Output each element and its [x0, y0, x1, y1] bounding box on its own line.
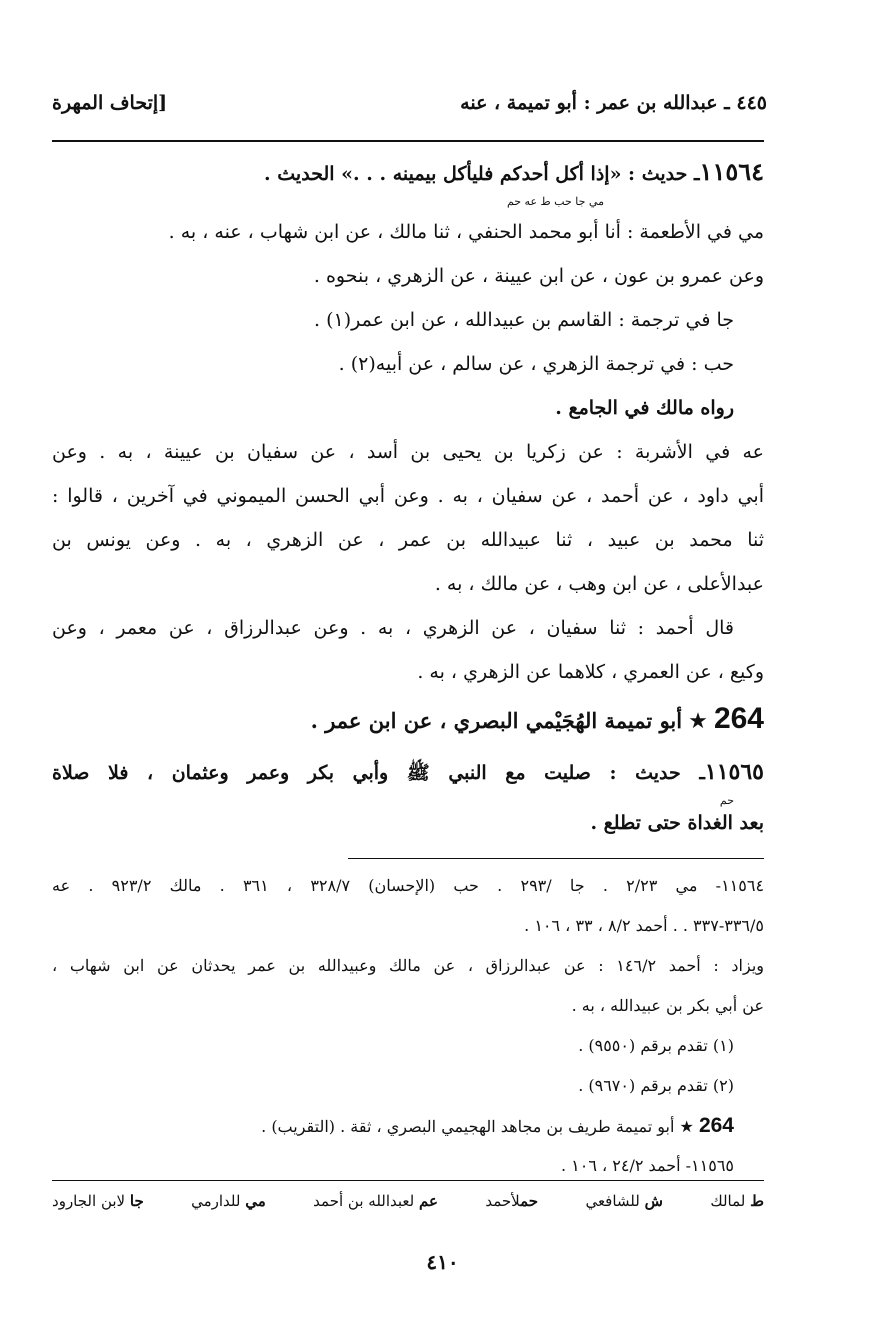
- narrator-note-text: أبو تميمة طريف بن مجاهد الهجيمي البصري ، ثقة . (التقريب) .: [261, 1117, 675, 1136]
- legend-meaning: للشافعي: [585, 1192, 640, 1210]
- main-text: [52, 150, 764, 838]
- footnotes: [52, 866, 764, 1186]
- star-icon: ★: [679, 1117, 694, 1136]
- legend-item: [710, 1192, 764, 1228]
- footnote-text: ويزاد : أحمد ١٤٦/٢ : عن عبدالرزاق ، عن مالك وعبيدالله بن عمر يحدثان عن ابن شهاب ،: [52, 956, 764, 975]
- hadith-11564-heading: [52, 150, 764, 194]
- legend-abbr: مي: [245, 1192, 266, 1210]
- hadith-title: ـ حديث : صليت مع النبي ﷺ وأبي بكر وعمر وعثمان ، فلا صلاة: [52, 762, 705, 784]
- footnote-line: [52, 1066, 764, 1106]
- text-line: [52, 650, 764, 694]
- legend-abbr: حم: [520, 1192, 539, 1210]
- legend-item: [485, 1192, 538, 1228]
- legend-item: [191, 1192, 266, 1228]
- legend-abbr: ط: [750, 1192, 764, 1210]
- legend-meaning: لمالك: [710, 1192, 746, 1210]
- footnote-text: ١١٥٦٤- مي ٢/٢٣ . جا /٢٩٣ . حب (الإحسان) ٣٢٨/٧ ، ٣٦١ . مالك ٩٢٣/٢ . عه: [52, 876, 765, 895]
- text-line-content: مي في الأطعمة : أنا أبو محمد الحنفي ، ثنا مالك ، عن ابن شهاب ، عنه ، به .: [168, 221, 764, 243]
- running-title: ٤٤٥ ـ عبدالله بن عمر : أبو تميمة ، عنه: [460, 92, 767, 114]
- text-line-content: جا في ترجمة : القاسم بن عبيدالله ، عن ابن عمر(١) .: [314, 309, 734, 331]
- hadith-number: ١١٥٦٤: [699, 157, 764, 186]
- narrator-name: أبو تميمة الهُجَيْمي البصري ، عن ابن عمر .: [310, 708, 683, 733]
- text-line-content: وعن عمرو بن عون ، عن ابن عيينة ، عن الزهري ، بنحوه .: [313, 265, 764, 287]
- footnote-line: [52, 1026, 764, 1066]
- footnote-line: [52, 986, 764, 1026]
- text-line: [52, 342, 764, 386]
- page-header: [52, 92, 767, 124]
- footnote-narrator-line: [52, 1106, 764, 1146]
- hadith-title: ـ حديث : «إذا أكل أحدكم فليأكل بيمينه . . .» الحديث .: [264, 163, 700, 185]
- footnote-text: (٢) تقدم برقم (٩٦٧٠) .: [578, 1076, 734, 1095]
- book-title: [إتحاف المهرة: [52, 92, 168, 114]
- text-line-content: وكيع ، عن العمري ، كلاهما عن الزهري ، به .: [417, 661, 764, 683]
- star-icon: ★: [688, 709, 708, 734]
- narrator-note-number: 264: [698, 1114, 734, 1137]
- hadith-number: ١١٥٦٥: [704, 759, 764, 785]
- legend-rule: [52, 1180, 764, 1181]
- hadith-title-line2: بعد الغداة حتى تطلع .: [590, 812, 764, 834]
- legend-item: [313, 1192, 438, 1228]
- text-line: [52, 210, 764, 254]
- text-line-content: حب : في ترجمة الزهري ، عن سالم ، عن أبيه(٢) .: [338, 353, 734, 375]
- footnotes-rule: [348, 858, 764, 859]
- text-line-content: قال أحمد : ثنا سفيان ، عن الزهري ، به . وعن عبدالرزاق ، عن معمر ، وعن: [52, 617, 734, 639]
- text-line: [52, 518, 764, 562]
- hadith-sources-symbols: مي جا حب ط عه حم: [506, 195, 604, 208]
- legend-abbr: عم: [419, 1192, 438, 1210]
- text-line: [52, 562, 764, 606]
- footnote-line: [52, 866, 764, 906]
- legend-meaning: للدارمي: [191, 1192, 241, 1210]
- text-line-content: ثنا محمد بن عبيد ، ثنا عبيدالله بن عمر ، عن الزهري ، به . وعن يونس بن: [52, 529, 764, 551]
- narrator-number: 264: [713, 702, 764, 735]
- text-line-content: رواه مالك في الجامع .: [555, 397, 734, 419]
- legend-meaning: لعبدالله بن أحمد: [313, 1192, 415, 1210]
- text-line: [52, 430, 764, 474]
- hadith-11565-heading: [52, 750, 764, 794]
- text-line: [52, 474, 764, 518]
- page-number: ٤١٠: [426, 1250, 459, 1274]
- legend-item: [585, 1192, 663, 1228]
- text-line: [52, 386, 764, 430]
- text-line-content: عه في الأشربة : عن زكريا بن يحيى بن أسد ، عن سفيان بن عيينة ، به . وعن: [52, 441, 764, 463]
- footnote-line: [52, 946, 764, 986]
- legend-abbr: جا: [129, 1192, 144, 1210]
- footnote-text: عن أبي بكر بن عبيدالله ، به .: [571, 996, 764, 1015]
- footnote-text: ١١٥٦٥- أحمد ٢٤/٢ ، ١٠٦ .: [561, 1156, 734, 1175]
- text-line: [52, 254, 764, 298]
- legend-abbr: ش: [644, 1192, 663, 1210]
- footnote-text: ٣٣٦/٥-٣٣٧ . . أحمد ٨/٢ ، ٣٣ ، ١٠٦ .: [524, 916, 764, 935]
- text-line: [52, 606, 764, 650]
- footnote-line: [52, 906, 764, 946]
- text-line: [52, 298, 764, 342]
- text-line-content: أبي داود ، عن أحمد ، عن سفيان ، به . وعن أبي الحسن الميموني في آخرين ، قالوا :: [52, 485, 764, 507]
- hadith-title-continuation: [52, 808, 764, 838]
- hadith-sources-symbols: حم: [719, 794, 734, 807]
- header-rule: [52, 140, 764, 142]
- legend-meaning: لابن الجارود: [52, 1192, 126, 1210]
- legend-meaning: لأحمد: [485, 1192, 521, 1210]
- abbreviations-legend: [52, 1192, 764, 1228]
- footnote-text: (١) تقدم برقم (٩٥٥٠) .: [578, 1036, 734, 1055]
- legend-item: [52, 1192, 144, 1228]
- narrator-264-heading: [52, 694, 764, 744]
- text-line-content: عبدالأعلى ، عن ابن وهب ، عن مالك ، به .: [434, 573, 764, 595]
